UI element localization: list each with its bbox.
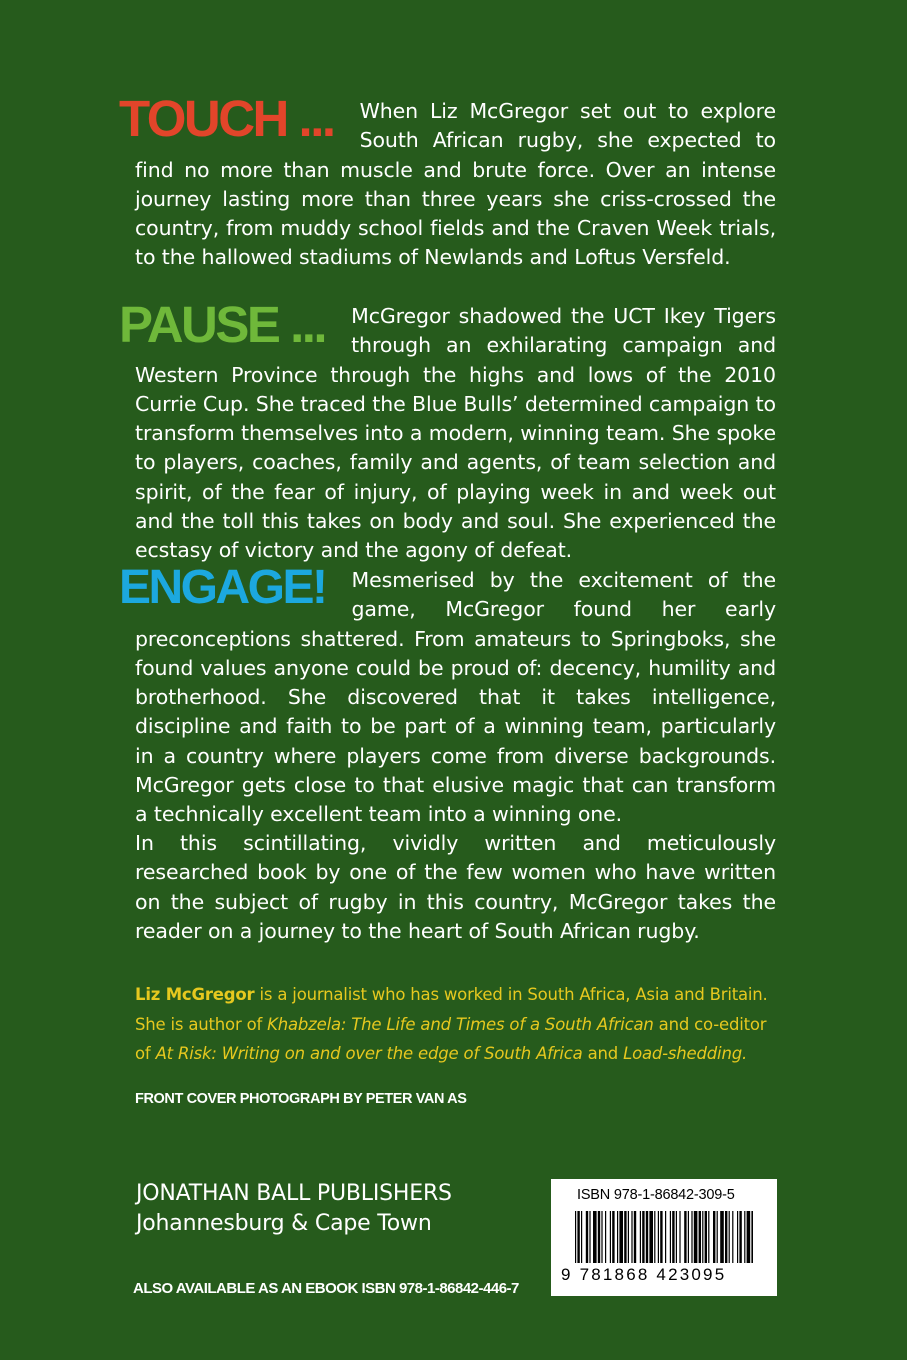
pause-paragraph — [119, 296, 776, 566]
author-name: Liz McGregor — [135, 985, 255, 1004]
publisher-name: JONATHAN BALL PUBLISHERS — [136, 1181, 452, 1206]
bio-text-2: and co-editor of — [135, 1014, 767, 1063]
isbn-label: ISBN 978-1-86842-309-5 — [577, 1187, 735, 1203]
pause-section — [119, 296, 776, 566]
engage-heading: ENGAGE! — [119, 561, 326, 614]
engage-body: Mesmerised by the excitement of the game, McGregor found her early preconceptions shattered. From amateurs to Springboks, she found values anyone could be proud of: decency, humility and brotherhood. She discovered that it takes intelligence, discipline and faith to be part of a winning team, particularly in a country where players come from diverse backgrounds. McGregor gets close to that elusive magic that can transform a technically excellent team into a winning one. — [135, 568, 776, 827]
bio-text-1: is a journalist who has worked in South Africa, Asia and Britain. She is author of — [135, 985, 768, 1034]
touch-heading: TOUCH ... — [119, 90, 334, 147]
touch-body: When Liz McGregor set out to explore South African rugby, she expected to find no more than muscle and brute force. Over an intense journey lasting more than three years she criss-crossed the country, from muddy school fields and the Craven Week trials, to the hallowed stadiums of Newlands and Loftus Versfeld. — [135, 99, 776, 270]
ebook-note: ALSO AVAILABLE AS AN EBOOK ISBN 978-1-86842-446-7 — [133, 1280, 519, 1297]
photo-credit: FRONT COVER PHOTOGRAPH BY PETER VAN AS — [135, 1091, 467, 1107]
bio-book-2: At Risk: Writing on and over the edge of South Africa — [155, 1044, 583, 1063]
isbn-barcode — [551, 1179, 777, 1296]
bio-book-3: Load-shedding. — [623, 1044, 748, 1063]
ean-digits: 9 781868 423095 — [561, 1265, 727, 1284]
publisher-block — [136, 1179, 452, 1239]
closing-section — [135, 829, 776, 946]
author-bio — [135, 980, 785, 1069]
closing-paragraph: In this scintillating, vividly written and meticulously researched book by one of the few women who have written on the subject of rugby in this country, McGregor takes the reader on a journey to the heart of South African rugby. — [135, 831, 776, 943]
publisher-location: Johannesburg & Cape Town — [136, 1211, 432, 1236]
bio-text-3: and — [582, 1044, 624, 1063]
touch-section — [119, 90, 776, 273]
engage-paragraph — [119, 561, 776, 830]
pause-body: McGregor shadowed the UCT Ikey Tigers through an exhilarating campaign and Western Province through the highs and lows of the 2010 Currie Cup. She traced the Blue Bulls’ determined campaign to transform themselves into a modern, winning team. She spoke to players, coaches, family and agents, of team selection and spirit, of the fear of injury, of playing week in and week out and the toll this takes on body and soul. She experienced the ecstasy of victory and the agony of defeat. — [135, 304, 776, 563]
pause-heading: PAUSE ... — [119, 296, 326, 353]
touch-paragraph — [119, 90, 776, 273]
engage-section — [119, 561, 776, 830]
bio-book-1: Khabzela: The Life and Times of a South African — [267, 1014, 654, 1034]
barcode-bars — [575, 1211, 753, 1263]
